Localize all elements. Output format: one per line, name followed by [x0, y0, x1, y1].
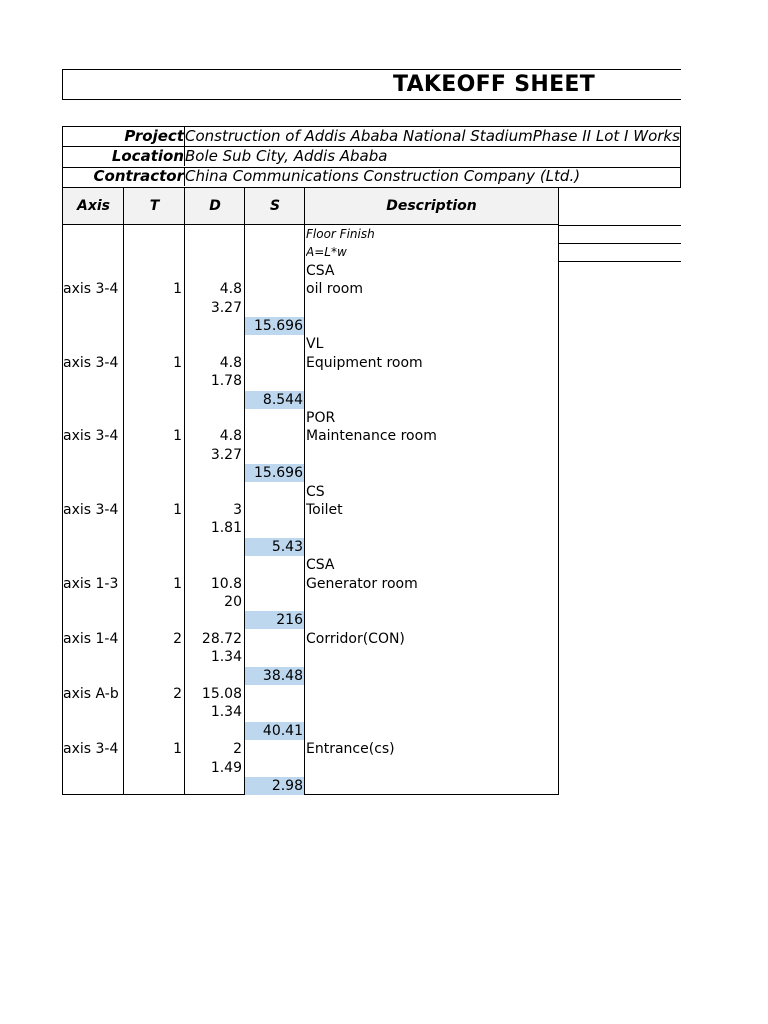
description-cell[interactable]	[306, 667, 558, 685]
s-cell[interactable]	[245, 354, 304, 372]
project-label: Project	[63, 127, 185, 146]
t-cell[interactable]	[124, 538, 183, 556]
axis-cell[interactable]: axis A-b	[63, 686, 119, 702]
description-cell[interactable]: Generator room	[306, 575, 418, 592]
t-cell[interactable]: 1	[173, 281, 182, 298]
t-cell[interactable]	[124, 464, 183, 482]
axis-cell[interactable]	[63, 483, 123, 501]
description-cell[interactable]	[306, 685, 558, 703]
axis-cell[interactable]	[63, 648, 123, 666]
d-cell[interactable]	[185, 777, 243, 795]
s-cell[interactable]	[245, 409, 304, 427]
t-cell[interactable]: 1	[173, 575, 182, 592]
t-cell[interactable]	[124, 722, 183, 740]
description-cell[interactable]	[306, 519, 558, 537]
description-cell[interactable]: CSA	[306, 262, 335, 279]
axis-cell[interactable]	[63, 519, 123, 537]
t-cell[interactable]	[124, 262, 183, 280]
description-cell[interactable]: CSA	[306, 557, 335, 574]
s-cell[interactable]	[245, 372, 304, 390]
description-cell[interactable]	[306, 593, 558, 611]
t-cell[interactable]	[124, 299, 183, 317]
t-cell[interactable]	[124, 483, 183, 501]
d-cell[interactable]: 10.8	[210, 575, 242, 592]
s-cell[interactable]	[245, 299, 304, 317]
description-cell[interactable]: Entrance(cs)	[306, 741, 395, 758]
t-cell[interactable]	[124, 317, 183, 335]
s-cell[interactable]	[245, 630, 304, 648]
d-cell[interactable]: 20	[224, 594, 242, 610]
header-axis[interactable]: Axis	[62, 187, 124, 225]
t-cell[interactable]	[124, 667, 183, 685]
axis-cell[interactable]	[63, 777, 123, 795]
grid-line	[304, 225, 305, 795]
description-cell[interactable]	[306, 703, 558, 721]
description-cell[interactable]	[306, 759, 558, 777]
t-cell[interactable]	[124, 759, 183, 777]
description-cell[interactable]: Corridor(CON)	[306, 630, 405, 647]
s-cell[interactable]: 40.41	[245, 722, 304, 740]
t-cell[interactable]	[124, 519, 183, 537]
d-cell[interactable]: 4.8	[219, 281, 242, 298]
d-cell[interactable]	[185, 538, 243, 556]
d-cell[interactable]	[185, 317, 243, 335]
t-cell[interactable]	[124, 372, 183, 390]
axis-cell[interactable]: axis 3-4	[63, 428, 119, 445]
d-cell[interactable]: 4.8	[219, 354, 242, 371]
description-cell[interactable]: Maintenance room	[306, 428, 437, 445]
d-cell[interactable]: 28.72	[201, 630, 242, 647]
t-cell[interactable]	[124, 703, 183, 721]
t-cell[interactable]: 2	[173, 686, 182, 702]
location-value[interactable]: Bole Sub City, Addis Ababa	[185, 147, 388, 165]
axis-cell[interactable]: axis 3-4	[63, 502, 119, 518]
axis-cell[interactable]	[63, 446, 123, 464]
description-cell[interactable]: POR	[306, 410, 336, 426]
axis-cell[interactable]: axis 3-4	[63, 354, 119, 371]
t-cell[interactable]: 1	[173, 354, 182, 371]
axis-cell[interactable]: axis 3-4	[63, 741, 119, 758]
d-cell[interactable]: 1.34	[210, 649, 242, 666]
s-cell[interactable]: 2.98	[245, 777, 304, 795]
contractor-row	[62, 167, 681, 188]
s-cell[interactable]	[245, 225, 304, 243]
s-cell[interactable]	[245, 575, 304, 593]
contractor-value[interactable]: China Communications Construction Company (Ltd.)	[185, 167, 581, 185]
axis-cell[interactable]	[63, 299, 123, 317]
t-cell[interactable]	[124, 648, 183, 666]
s-cell[interactable]	[245, 685, 304, 703]
t-cell[interactable]	[124, 335, 183, 353]
s-cell[interactable]	[245, 243, 304, 261]
d-cell[interactable]	[185, 391, 243, 409]
axis-cell[interactable]	[63, 391, 123, 409]
axis-cell[interactable]	[63, 372, 123, 390]
d-cell[interactable]	[185, 483, 243, 501]
header-d[interactable]: D	[184, 187, 245, 225]
description-cell[interactable]	[306, 648, 558, 666]
axis-cell[interactable]	[63, 667, 123, 685]
description-cell[interactable]: CS	[306, 483, 325, 500]
s-cell[interactable]	[245, 740, 304, 758]
description-cell[interactable]: oil room	[306, 281, 364, 298]
t-cell[interactable]	[124, 556, 183, 574]
s-cell[interactable]: 38.48	[245, 667, 304, 685]
s-cell[interactable]: 15.696	[245, 317, 304, 335]
s-cell[interactable]	[245, 262, 304, 280]
axis-cell[interactable]: axis 3-4	[63, 281, 119, 298]
description-cell[interactable]: VL	[306, 336, 324, 353]
t-cell[interactable]	[124, 225, 183, 243]
d-cell[interactable]: 1.78	[210, 373, 242, 390]
d-cell[interactable]	[185, 335, 243, 353]
axis-cell[interactable]	[63, 759, 123, 777]
description-cell[interactable]: Floor Finish	[306, 227, 375, 241]
d-cell[interactable]	[185, 611, 243, 629]
s-cell[interactable]: 216	[245, 611, 304, 629]
axis-cell[interactable]	[63, 243, 123, 261]
s-cell[interactable]	[245, 593, 304, 611]
d-cell[interactable]	[185, 225, 243, 243]
d-cell[interactable]: 15.08	[201, 686, 242, 702]
description-cell[interactable]	[306, 317, 558, 335]
t-cell[interactable]: 1	[173, 741, 182, 758]
axis-cell[interactable]	[63, 556, 123, 574]
d-cell[interactable]: 1.49	[210, 759, 242, 776]
s-cell[interactable]	[245, 427, 304, 445]
d-cell[interactable]	[185, 464, 243, 482]
d-cell[interactable]	[185, 409, 243, 427]
description-cell[interactable]: Equipment room	[306, 354, 423, 371]
d-cell[interactable]: 1.81	[210, 520, 242, 537]
axis-cell[interactable]: axis 1-3	[63, 575, 119, 592]
description-cell[interactable]	[306, 464, 558, 482]
side-line	[559, 225, 681, 226]
s-cell[interactable]: 5.43	[245, 538, 304, 556]
axis-cell[interactable]	[63, 409, 123, 427]
t-cell[interactable]	[124, 391, 183, 409]
description-cell[interactable]	[306, 611, 558, 629]
description-cell[interactable]: Toilet	[306, 502, 343, 518]
description-cell[interactable]	[306, 391, 558, 409]
description-cell[interactable]	[306, 299, 558, 317]
t-cell[interactable]	[124, 611, 183, 629]
d-cell[interactable]	[185, 556, 243, 574]
axis-cell[interactable]	[63, 593, 123, 611]
d-cell[interactable]: 3.27	[210, 299, 242, 316]
s-cell[interactable]	[245, 446, 304, 464]
t-cell[interactable]	[124, 593, 183, 611]
t-cell[interactable]: 1	[173, 502, 182, 518]
s-cell[interactable]: 15.696	[245, 464, 304, 482]
axis-cell[interactable]	[63, 611, 123, 629]
contractor-label: Contractor	[63, 167, 185, 186]
description-cell[interactable]	[306, 722, 558, 740]
side-line	[559, 243, 681, 244]
t-cell[interactable]: 1	[173, 428, 182, 445]
t-cell[interactable]	[124, 409, 183, 427]
d-cell[interactable]	[185, 243, 243, 261]
s-cell[interactable]	[245, 501, 304, 519]
axis-cell[interactable]	[63, 464, 123, 482]
axis-cell[interactable]	[63, 317, 123, 335]
axis-cell[interactable]: axis 1-4	[63, 630, 119, 647]
description-cell[interactable]	[306, 538, 558, 556]
s-cell[interactable]	[245, 556, 304, 574]
axis-cell[interactable]	[63, 335, 123, 353]
s-cell[interactable]	[245, 703, 304, 721]
description-cell[interactable]	[306, 777, 558, 795]
header-t[interactable]: T	[123, 187, 185, 225]
s-cell[interactable]	[245, 280, 304, 298]
s-cell[interactable]	[245, 483, 304, 501]
s-cell[interactable]	[245, 648, 304, 666]
t-cell[interactable]	[124, 243, 183, 261]
axis-cell[interactable]	[63, 225, 123, 243]
d-cell[interactable]	[185, 262, 243, 280]
axis-cell[interactable]	[63, 262, 123, 280]
sheet-title: TAKEOFF SHEET	[393, 72, 596, 97]
d-cell[interactable]: 4.8	[219, 428, 242, 445]
title-box	[62, 69, 681, 100]
header-s[interactable]: S	[244, 187, 305, 225]
location-row	[62, 147, 681, 168]
header-description[interactable]: Description	[304, 187, 559, 225]
axis-cell[interactable]	[63, 538, 123, 556]
description-cell[interactable]	[306, 372, 558, 390]
d-cell[interactable]: 2	[233, 741, 242, 758]
project-row	[62, 126, 681, 147]
axis-cell[interactable]	[63, 703, 123, 721]
side-line	[559, 261, 681, 262]
s-cell[interactable]	[245, 519, 304, 537]
t-cell[interactable]	[124, 446, 183, 464]
d-cell[interactable]: 3.27	[210, 446, 242, 463]
project-value[interactable]: Construction of Addis Ababa National StadiumPhase II Lot I Works	[185, 127, 680, 145]
description-cell[interactable]: A=L*w	[306, 245, 347, 260]
axis-cell[interactable]	[63, 722, 123, 740]
d-cell[interactable]: 3	[233, 502, 242, 518]
d-cell[interactable]	[185, 667, 243, 685]
s-cell[interactable]	[245, 759, 304, 777]
s-cell[interactable]	[245, 335, 304, 353]
t-cell[interactable]: 2	[173, 630, 182, 647]
d-cell[interactable]: 1.34	[210, 704, 242, 721]
t-cell[interactable]	[124, 777, 183, 795]
d-cell[interactable]	[185, 722, 243, 740]
s-cell[interactable]: 8.544	[245, 391, 304, 409]
grid-line	[558, 225, 559, 795]
location-label: Location	[63, 147, 185, 166]
description-cell[interactable]	[306, 446, 558, 464]
